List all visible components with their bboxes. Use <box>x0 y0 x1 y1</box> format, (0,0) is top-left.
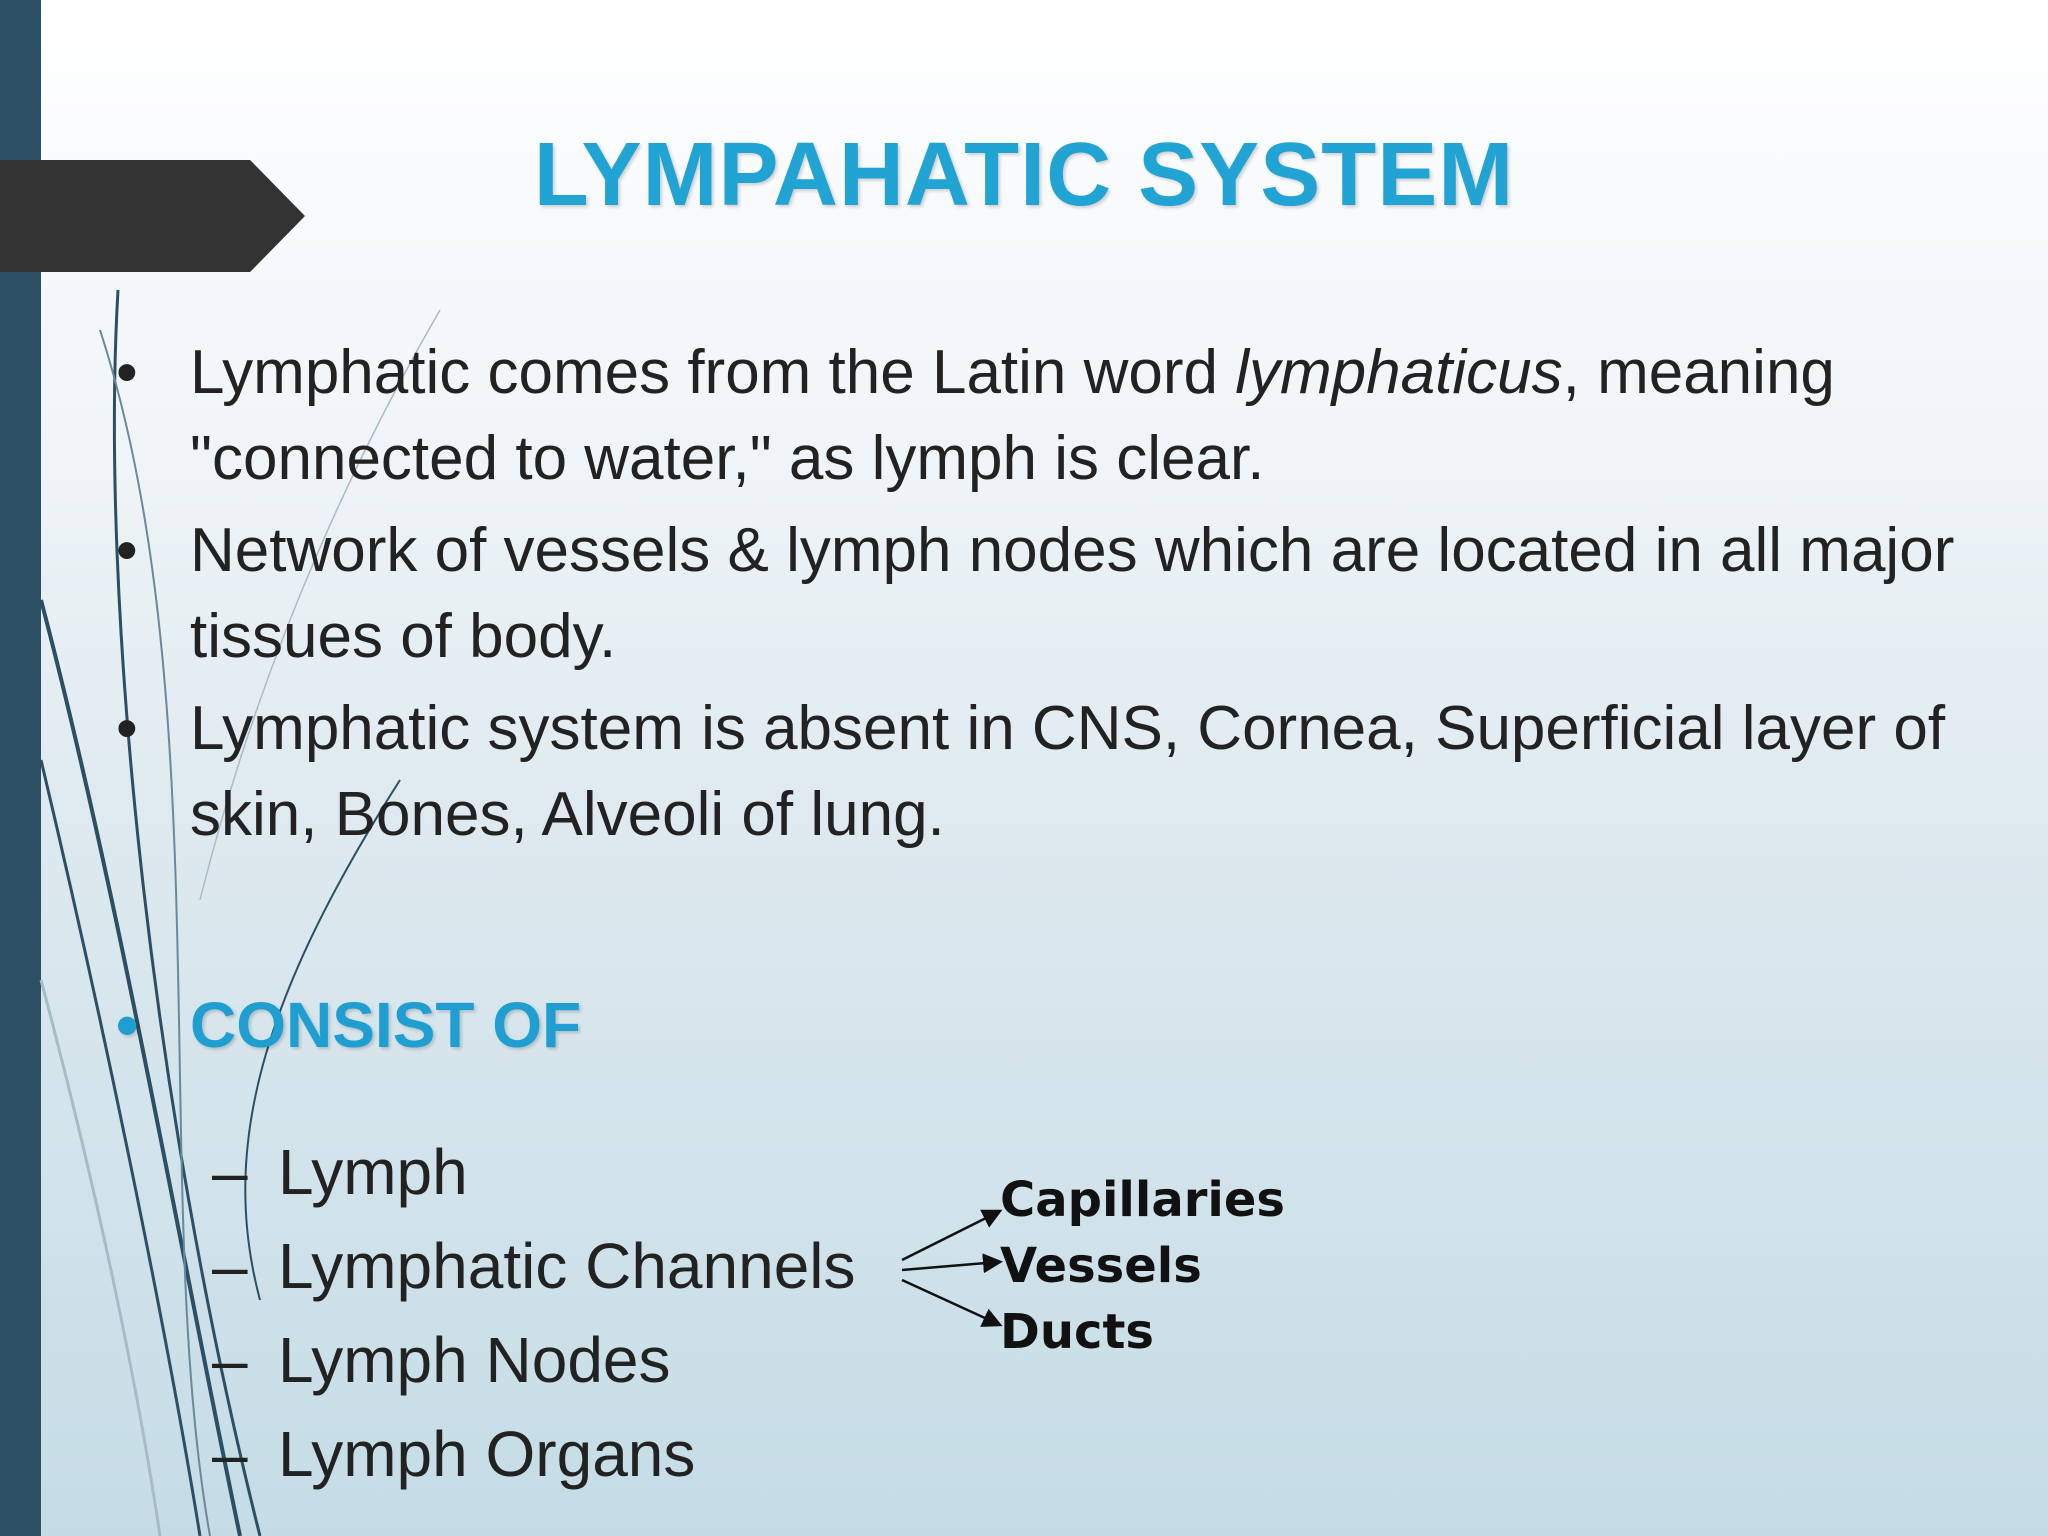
bullet-item <box>112 508 1992 680</box>
consist-sublist <box>212 1125 856 1501</box>
bullet-list <box>112 330 1992 858</box>
list-item <box>212 1125 856 1219</box>
list-item-label: Lymph Nodes <box>278 1324 671 1396</box>
list-item-label: Lymphatic Channels <box>278 1230 856 1302</box>
bullet-item <box>112 686 1992 858</box>
list-item <box>212 1313 856 1407</box>
consist-of-heading <box>112 988 581 1062</box>
dash-marker: – <box>212 1324 248 1396</box>
bullet-text-part: , meaning "connected to water," as lymph is clear. <box>190 338 1835 493</box>
branch-label-ducts: Ducts <box>1000 1304 1154 1360</box>
bullet-marker: • <box>116 694 138 763</box>
list-item-label: Lymph <box>278 1136 468 1208</box>
branch-label-capillaries: Capillaries <box>1000 1172 1285 1228</box>
list-item <box>212 1219 856 1313</box>
bullet-marker: • <box>116 989 139 1061</box>
bullet-marker: • <box>116 516 138 585</box>
bullet-text-part: Network of vessels & lymph nodes which are located in all major tissues of body. <box>190 516 1955 671</box>
list-item <box>212 1407 856 1501</box>
latin-word: lymphaticus <box>1235 338 1563 407</box>
list-item-label: Lymph Organs <box>278 1418 696 1490</box>
dash-marker: – <box>212 1418 248 1490</box>
slide-title: LYMPAHATIC SYSTEM <box>533 125 1515 225</box>
bullet-marker: • <box>116 338 138 407</box>
consist-heading-text: CONSIST OF <box>190 989 582 1061</box>
branch-label-vessels: Vessels <box>1000 1238 1202 1294</box>
dash-marker: – <box>212 1230 248 1302</box>
bullet-text-part: Lymphatic system is absent in CNS, Cornea, Superficial layer of skin, Bones, Alveoli of lung. <box>190 694 1946 849</box>
bullet-item <box>112 330 1992 502</box>
bullet-text-part: Lymphatic comes from the Latin word <box>190 338 1236 407</box>
dash-marker: – <box>212 1136 248 1208</box>
